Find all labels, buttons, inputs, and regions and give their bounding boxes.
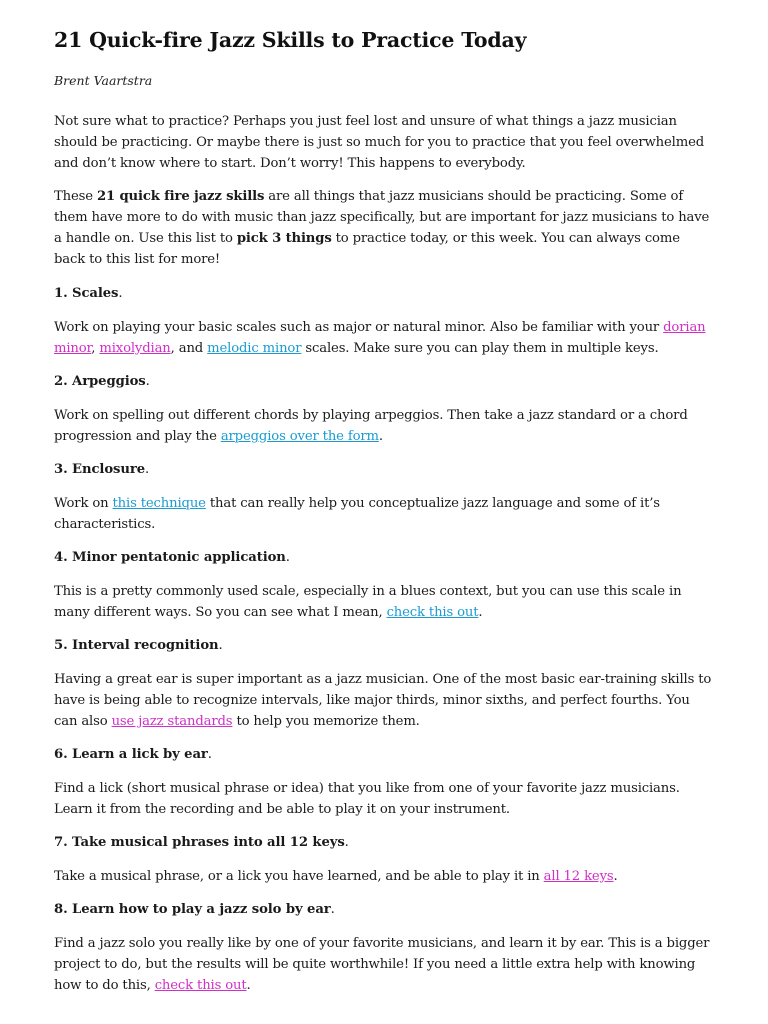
intro-text: are all things that jazz musicians should be practicing. Some of them have more to do with music than jazz specifically, but are important for jazz musicians to have a handle on. Use this list to <box>54 189 710 246</box>
intro-text: to practice today, or this week. You can always come back to this list for more! <box>54 231 680 267</box>
article-title: 21 Quick-fire Jazz Skills to Practice Today <box>54 28 527 52</box>
intro-bold-skills: 21 quick fire jazz skills <box>96 189 265 204</box>
section-heading-jazz-solo-by-ear: 8. Learn how to play a jazz solo by ear. <box>54 902 335 917</box>
section-heading-interval-recognition: 5. Interval recognition. <box>54 638 223 653</box>
link-all-12-keys[interactable]: all 12 keys <box>543 869 614 884</box>
link-this-technique[interactable]: this technique <box>112 496 206 511</box>
section-body-minor-pentatonic: This is a pretty commonly used scale, especially in a blues context, but you can use this scale in many different ways. So you can see what I mean, check this out. <box>54 584 682 620</box>
intro-paragraph-1: Not sure what to practice? Perhaps you just feel lost and unsure of what things a jazz musician should be practicing. Or maybe there is just so much for you to practice that you feel overwhelmed and don’t know where to start. Don’t worry! This happens to everybody. <box>54 114 705 171</box>
section-body-arpeggios: Work on spelling out different chords by playing arpeggios. Then take a jazz standard or a chord progression and play the arpeggios over the form. <box>54 408 688 444</box>
section-body-scales: Work on playing your basic scales such as major or natural minor. Also be familiar with your dorian minor, mixolydian, and melodic minor scales. Make sure you can play them in multiple keys. <box>54 320 706 356</box>
section-heading-learn-a-lick: 6. Learn a lick by ear. <box>54 747 212 762</box>
intro-text: These <box>54 189 97 204</box>
link-mixolydian[interactable]: mixolydian <box>99 341 171 356</box>
section-body-enclosure: Work on this technique that can really help you conceptualize jazz language and some of it’s characteristics. <box>54 496 660 532</box>
link-use-jazz-standards[interactable]: use jazz standards <box>111 714 233 729</box>
link-dorian-minor[interactable]: dorian minor <box>54 320 706 356</box>
intro-bold-pick: pick 3 things <box>236 231 332 246</box>
section-body-jazz-solo-by-ear: Find a jazz solo you really like by one of your favorite musicians, and learn it by ear. This is a bigger project to do, but the results will be quite worthwhile! If you need a little extra help with knowing how to do this, check this out. <box>54 936 710 993</box>
link-check-this-out-solo[interactable]: check this out <box>154 978 247 993</box>
link-melodic-minor[interactable]: melodic minor <box>207 341 302 356</box>
section-body-all-12-keys: Take a musical phrase, or a lick you have learned, and be able to play it in all 12 keys. <box>54 869 618 884</box>
section-heading-arpeggios: 2. Arpeggios. <box>54 374 150 389</box>
link-arpeggios-over-the-form[interactable]: arpeggios over the form <box>220 429 379 444</box>
section-body-interval-recognition: Having a great ear is super important as a jazz musician. One of the most basic ear-training skills to have is being able to recognize intervals, like major thirds, minor sixths, and perfect fourths. You can also use jazz standards to help you memorize them. <box>54 672 712 729</box>
section-heading-all-12-keys: 7. Take musical phrases into all 12 keys. <box>54 835 349 850</box>
section-heading-scales: 1. Scales. <box>54 286 123 301</box>
section-body-learn-a-lick: Find a lick (short musical phrase or idea) that you like from one of your favorite jazz musicians. Learn it from the recording and be able to play it on your instrument. <box>54 781 680 817</box>
link-check-this-out[interactable]: check this out <box>386 605 479 620</box>
intro-paragraph-2 <box>54 186 714 270</box>
section-heading-enclosure: 3. Enclosure. <box>54 462 150 477</box>
article-author: Brent Vaartstra <box>54 73 153 88</box>
section-heading-minor-pentatonic: 4. Minor pentatonic application. <box>54 550 290 565</box>
